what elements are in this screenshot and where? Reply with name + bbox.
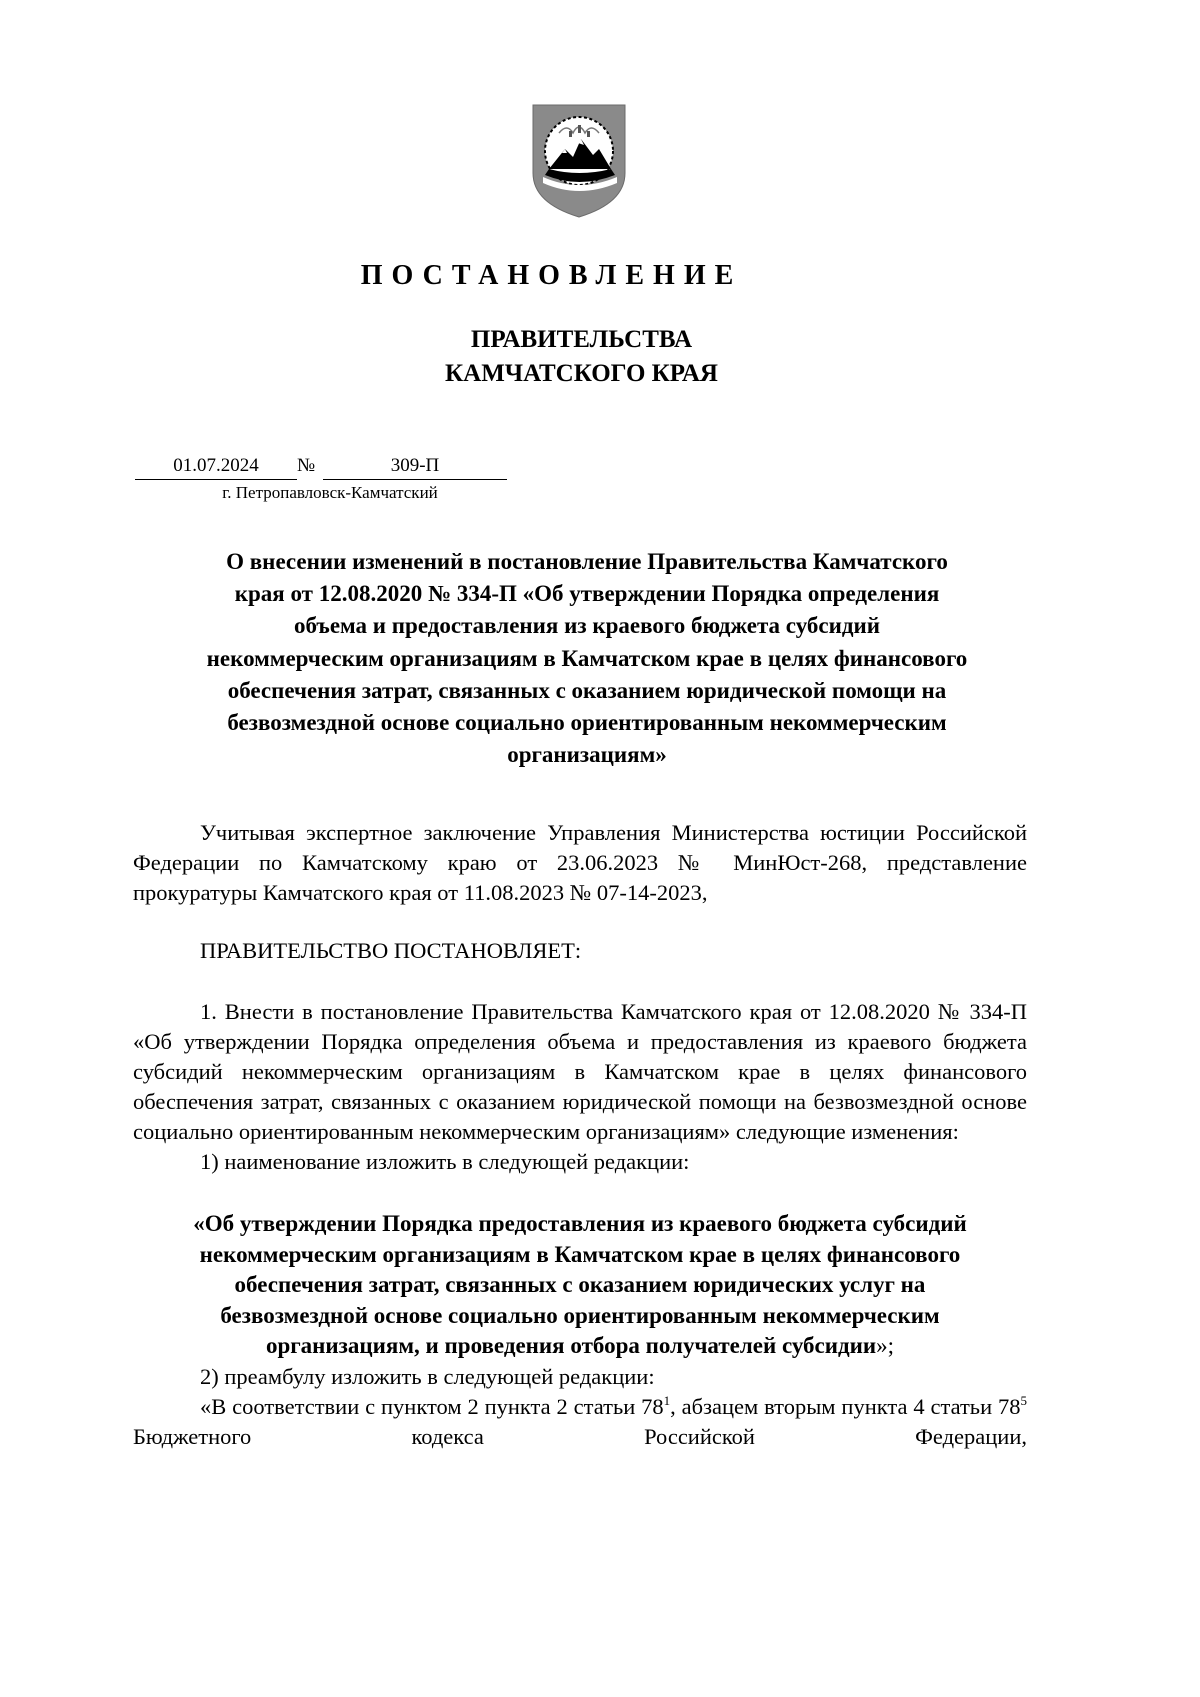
new-preamble-paragraph — [133, 1392, 1027, 1452]
subject-line: безвозмездной основе социально ориентированным некоммерческим — [227, 710, 947, 736]
subject-line: обеспечения затрат, связанных с оказанием юридической помощи на — [227, 677, 947, 703]
document-number: 309-П — [323, 455, 507, 480]
number-sign: № — [297, 455, 316, 476]
issuer-heading — [0, 323, 1163, 391]
document-kind-heading: ПОСТАНОВЛЕНИЕ — [360, 260, 743, 291]
item-2-block — [133, 1362, 1027, 1452]
superscript: 1 — [663, 1393, 671, 1408]
resolves-heading: ПРАВИТЕЛЬСТВО ПОСТАНОВЛЯЕТ: — [200, 938, 582, 963]
item-1-2-paragraph: 2) преамбулу изложить в следующей редакции: — [200, 1364, 655, 1389]
issue-city: г. Петропавловск-Камчатский — [222, 483, 438, 502]
item-1-block — [133, 997, 1027, 1177]
superscript: 5 — [1020, 1393, 1027, 1408]
document-subject — [130, 546, 1044, 771]
new-title-line — [133, 1331, 1027, 1362]
subject-line: объема и предоставления из краевого бюджета субсидий — [294, 613, 880, 639]
new-title-line: «Об утверждении Порядка предоставления из краевого бюджета субсидий — [193, 1211, 967, 1236]
subject-line: некоммерческим организациям в Камчатском крае в целях финансового — [206, 645, 968, 671]
new-title-line: некоммерческим организациям в Камчатском крае в целях финансового — [199, 1241, 961, 1267]
new-title-tail: »; — [876, 1333, 895, 1358]
subject-line: организациям» — [507, 742, 667, 768]
item-1-paragraph: 1. Внести в постановление Правительства Камчатского края от 12.08.2020 № 334-П «Об утверждении Порядка определения объема и предоставления из краевого бюджета субсидий некоммерческим организациям в Камчатском крае в целях финансового обеспечения затрат, связанных с оказанием юридической помощи на безвозмездной основе социально ориентированным некоммерческим организациям» следующие изменения: — [133, 999, 1027, 1144]
new-title-line: обеспечения затрат, связанных с оказанием юридических услуг на — [234, 1272, 926, 1297]
kamchatka-coat-of-arms-icon — [529, 103, 629, 219]
new-preamble-part: «В соответствии с пунктом 2 пункта 2 статьи 78 — [200, 1394, 664, 1419]
new-title-block — [133, 1209, 1027, 1362]
new-preamble-part: Бюджетного кодекса Российской Федерации, — [133, 1424, 1027, 1449]
new-preamble-part: , абзацем вторым пункта 4 статьи 78 — [670, 1394, 1021, 1419]
new-title-line: безвозмездной основе социально ориентированным некоммерческим — [220, 1302, 940, 1328]
item-1-1-paragraph: 1) наименование изложить в следующей редакции: — [200, 1149, 690, 1174]
preamble-paragraph: Учитывая экспертное заключение Управления Министерства юстиции Российской Федерации по Камчатскому краю от 23.06.2023 № МинЮст-268, представление прокуратуры Камчатского края от 11.08.2023 № 07-14-2023, — [133, 820, 1027, 905]
issuer-line: КАМЧАТСКОГО КРАЯ — [445, 360, 718, 387]
issuer-line: ПРАВИТЕЛЬСТВА — [470, 326, 693, 353]
subject-line: О внесении изменений в постановление Правительства Камчатского — [226, 549, 948, 574]
subject-line: края от 12.08.2020 № 334-П «Об утверждении Порядка определения — [234, 581, 940, 607]
preamble-block — [133, 818, 1027, 908]
document-date: 01.07.2024 — [135, 455, 297, 480]
new-title-last-line: организациям, и проведения отбора получателей субсидии — [265, 1333, 877, 1358]
